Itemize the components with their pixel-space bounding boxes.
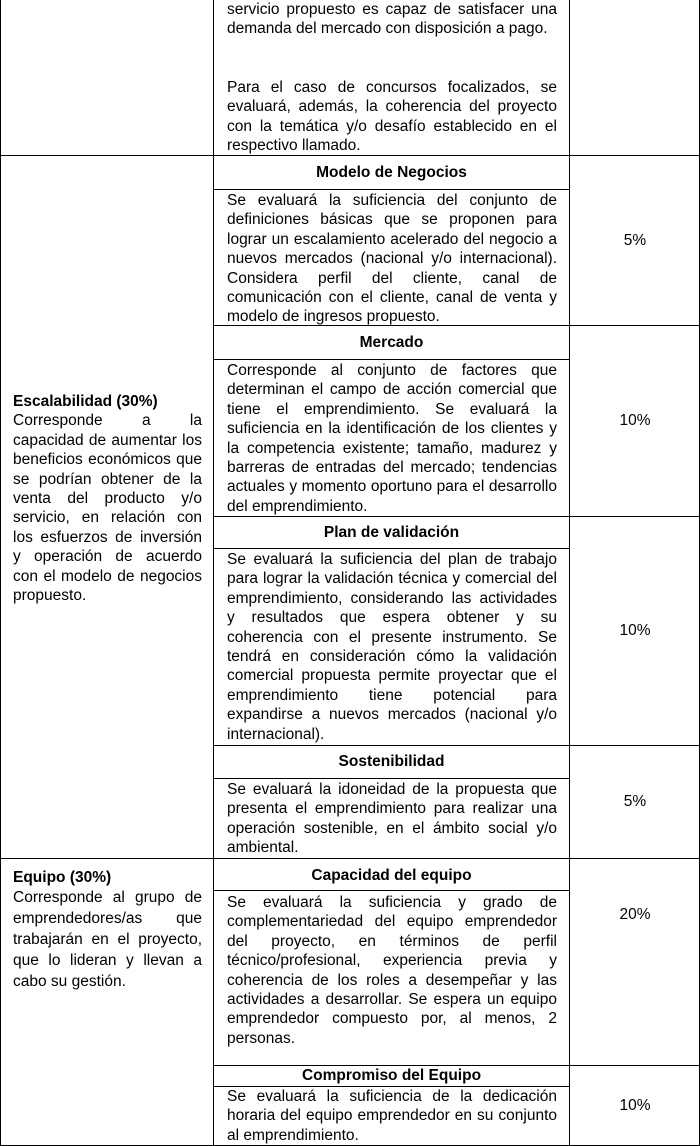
criterion-title-validacion: Plan de validación <box>323 524 460 541</box>
table-divider-col2 <box>569 0 570 1146</box>
title-underline-mercado <box>213 359 570 360</box>
top-paragraph-focalized: Para el caso de concursos focalizados, se evaluará, además, la coherencia del proyecto con la temática y/o desafío establecido en el respectivo llamado. <box>227 79 557 155</box>
equipo-description: Corresponde al grupo de emprendedores/as que trabajarán en el proyecto, que lo lideran y llevan a cabo su gestión. <box>13 889 202 991</box>
title-underline-sostenibilidad <box>213 778 570 779</box>
row-divider-equipo <box>0 858 700 859</box>
table-border-left <box>0 0 1 1146</box>
criterion-weight-sostenibilidad: 5% <box>623 793 647 810</box>
criterion-weight-capacidad: 20% <box>619 906 651 923</box>
escalabilidad-cell <box>13 392 202 605</box>
criterion-title-sostenibilidad: Sostenibilidad <box>338 753 445 770</box>
criterion-weight-modelo: 5% <box>623 232 647 249</box>
criterion-title-capacidad: Capacidad del equipo <box>311 867 472 884</box>
row-divider-sostenibilidad <box>213 745 700 746</box>
title-underline-validacion <box>213 548 570 549</box>
equipo-title: Equipo (30%) <box>13 869 112 886</box>
criterion-description-mercado: Corresponde al conjunto de factores que determinan el campo de acción comercial que tiene el emprendimiento. Se evaluará la suficiencia en la identificación de los clientes y la competencia existente; tamaño, madurez y barreras de entradas del mercado; tendencias actuales y momento oportuno para el desarrollo del emprendimiento. <box>227 362 557 515</box>
equipo-cell <box>13 868 202 992</box>
criterion-weight-mercado: 10% <box>619 412 651 429</box>
criterion-description-validacion: Se evaluará la suficiencia del plan de trabajo para lograr la validación técnica y comercial del emprendimiento, considerando las actividades y resultados que espera obtener y su coherencia con el presente instrumento. Se tendrá en consideración cómo la validación comercial propuesta permite proyectar que el emprendimiento tiene potencial para expandirse a nuevos mercados (nacional y/o internacional). <box>227 551 557 743</box>
criterion-description-compromiso: Se evaluará la suficiencia de la dedicación horaria del equipo emprendedor en su conjunto al emprendimiento. <box>227 1088 557 1144</box>
criterion-title-mercado: Mercado <box>359 334 424 351</box>
title-underline-capacidad <box>213 890 570 891</box>
top-paragraph-end: servicio propuesto es capaz de satisfacer una demanda del mercado con disposición a pago. <box>227 1 557 38</box>
escalabilidad-title: Escalabilidad (30%) <box>13 393 158 410</box>
criterion-weight-validacion: 10% <box>619 622 651 639</box>
title-underline-modelo <box>213 189 570 190</box>
criterion-description-modelo: Se evaluará la suficiencia del conjunto de definiciones básicas que se proponen para lograr un escalamiento acelerado del negocio a nuevos mercados (nacional y/o internacional). Considera perfil del cliente, canal de comunicación con el cliente, canal de venta y modelo de ingresos propuesto. <box>227 192 557 326</box>
criterion-description-sostenibilidad: Se evaluará la idoneidad de la propuesta que presenta el emprendimiento para realizar una operación sostenible, en el ámbito social y/o ambiental. <box>227 781 557 857</box>
criterion-description-capacidad: Se evaluará la suficiencia y grado de complementariedad del equipo emprendedor del proyecto, en términos de perfil técnico/profesional, experiencia previa y coherencia de los roles a desempeñar y las actividades a desarrollar. Se espera un equipo emprendedor compuesto por, al menos, 2 personas. <box>227 894 557 1047</box>
criterion-title-compromiso: Compromiso del Equipo <box>301 1067 482 1084</box>
criterion-weight-compromiso: 10% <box>619 1097 651 1114</box>
escalabilidad-description: Corresponde a la capacidad de aumentar los beneficios económicos que se podrían obtener de la venta del producto y/o servicio, en relación con los esfuerzos de inversión y operación de acuerdo con el modelo de negocios propuesto. <box>13 412 202 605</box>
criterion-title-modelo: Modelo de Negocios <box>316 164 467 181</box>
